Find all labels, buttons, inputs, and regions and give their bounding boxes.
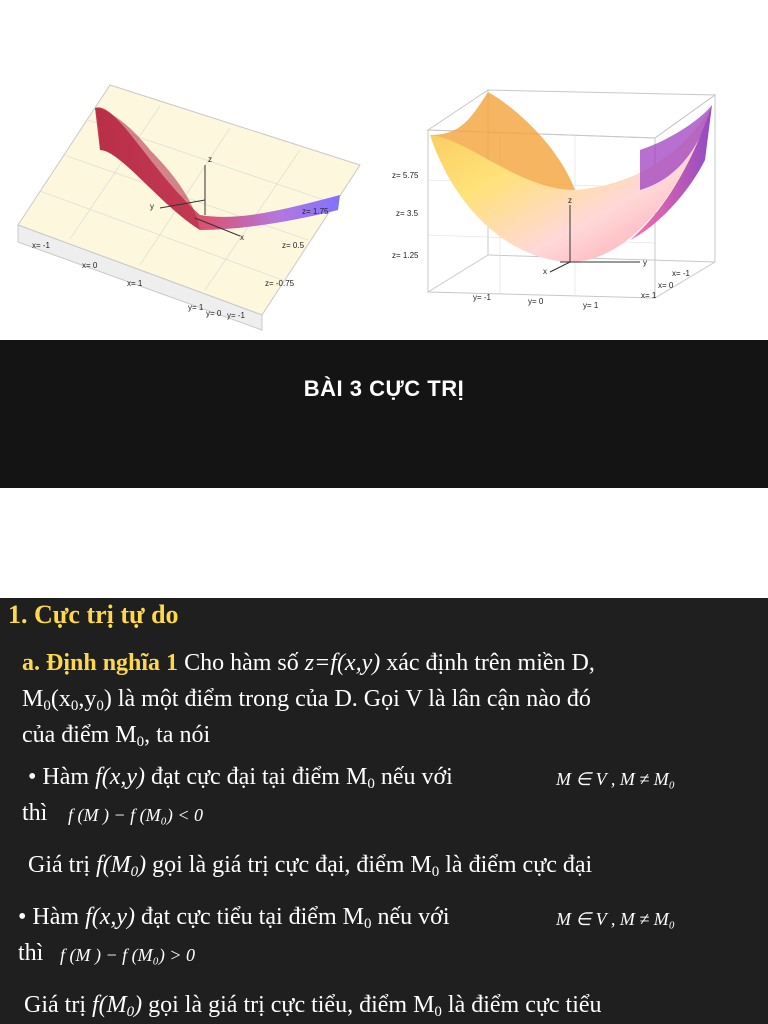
section-heading: 1. Cực trị tự do (8, 600, 179, 629)
left-label-y0: y= 0 (206, 309, 222, 318)
right-axis-x: x (543, 267, 547, 276)
right-label-z125: z= 1.25 (392, 251, 419, 260)
left-surface-plot (18, 85, 360, 330)
b2-a: • Hàm (18, 904, 86, 930)
def-function: z=f(x,y) (304, 650, 381, 676)
l3-a: của điểm M (22, 722, 137, 748)
b2-func: f(x,y) (85, 904, 136, 930)
right-label-y1: y= 1 (583, 301, 599, 310)
right-label-z35: z= 3.5 (396, 209, 419, 218)
right-label-z575: z= 5.75 (392, 171, 419, 180)
min-value-line (24, 992, 602, 1019)
b2-sub: 0 (363, 916, 372, 932)
max-value-line (28, 852, 592, 879)
right-surface-plot (392, 90, 715, 310)
l2-c: ) là một điểm trong của D. Gọi V là lân cận nào đó (103, 686, 591, 712)
b2-b: đạt cực tiểu tại điểm M (135, 904, 364, 930)
definition-line-3 (22, 722, 210, 749)
surface-figures (0, 0, 768, 340)
left-axis-y: y (150, 202, 154, 211)
left-label-z175: z= 1.75 (302, 207, 329, 216)
left-label-ym1: y= -1 (227, 311, 246, 320)
left-label-xm1: x= -1 (32, 241, 51, 250)
l2-m: M (22, 686, 44, 712)
right-axis-z: z (568, 196, 572, 205)
right-label-y0: y= 0 (528, 297, 544, 306)
min-condition-formula: M ∈ V , M ≠ M₀ (556, 909, 675, 929)
b1-c: nếu với (374, 764, 453, 790)
b2-c: nếu với (371, 904, 450, 930)
g2-b: gọi là giá trị cực tiểu, điểm M (142, 992, 435, 1018)
g1-sub2: 0 (431, 864, 440, 880)
g2-c: là điểm cực tiểu (441, 992, 602, 1018)
g1-c: là điểm cực đại (439, 852, 593, 878)
g1-a: Giá trị (28, 852, 96, 878)
b1-func: f(x,y) (95, 764, 146, 790)
l2-sub1: 0 (70, 698, 79, 714)
b1-sub: 0 (367, 776, 375, 792)
l3-sub: 0 (136, 734, 145, 750)
left-label-z05: z= 0.5 (282, 241, 305, 250)
max-condition-formula: M ∈ V , M ≠ M₀ (556, 769, 675, 789)
slide-title (0, 0, 768, 488)
def-text-1: Cho hàm số (178, 650, 305, 676)
right-label-x1: x= 1 (641, 291, 657, 300)
left-label-zm075: z= -0.75 (265, 279, 295, 288)
def-text-2: xác định trên miền D, (380, 650, 595, 676)
definition-line-1 (22, 650, 595, 677)
g2-sub2: 0 (434, 1004, 442, 1020)
slide-definition (0, 598, 768, 1024)
left-label-x1: x= 1 (127, 279, 143, 288)
g1-f: f(M (95, 852, 131, 878)
g2-f2: ) (134, 992, 143, 1018)
l2-b: ,y (78, 686, 97, 712)
b1-b: đạt cực đại tại điểm M (145, 764, 368, 790)
right-label-ym1: y= -1 (473, 293, 492, 302)
g1-sub: 0 (130, 864, 139, 880)
l2-sub2: 0 (96, 698, 104, 714)
g2-sub: 0 (126, 1004, 135, 1020)
definition-label: a. Định nghĩa 1 (22, 650, 179, 676)
bullet-maximum (28, 764, 453, 791)
definition-line-2 (22, 686, 591, 713)
slide-gap (0, 488, 768, 598)
g1-b: gọi là giá trị cực đại, điểm M (146, 852, 432, 878)
min-thi: thì (18, 940, 44, 966)
left-label-y1: y= 1 (188, 303, 204, 312)
title-band (0, 340, 768, 488)
g2-f: f(M (91, 992, 127, 1018)
max-thi: thì (22, 800, 48, 826)
slide-title-text: BÀI 3 CỰC TRỊ (303, 376, 465, 401)
b1-a: • Hàm (28, 764, 96, 790)
min-inequality-formula: f (M ) − f (M₀) > 0 (60, 945, 196, 965)
right-label-x0: x= 0 (658, 281, 674, 290)
g1-f2: ) (138, 852, 147, 878)
right-axis-y: y (643, 258, 647, 267)
left-axis-z: z (208, 155, 212, 164)
l3-b: , ta nói (144, 722, 211, 748)
max-inequality-formula: f (M ) − f (M₀) < 0 (68, 805, 204, 825)
right-label-xm1: x= -1 (672, 269, 691, 278)
left-axis-x: x (240, 233, 244, 242)
g2-a: Giá trị (24, 992, 92, 1018)
l2-a: (x (50, 686, 71, 712)
left-label-x0: x= 0 (82, 261, 98, 270)
l2-sub0: 0 (43, 698, 51, 714)
bullet-minimum (18, 904, 449, 931)
